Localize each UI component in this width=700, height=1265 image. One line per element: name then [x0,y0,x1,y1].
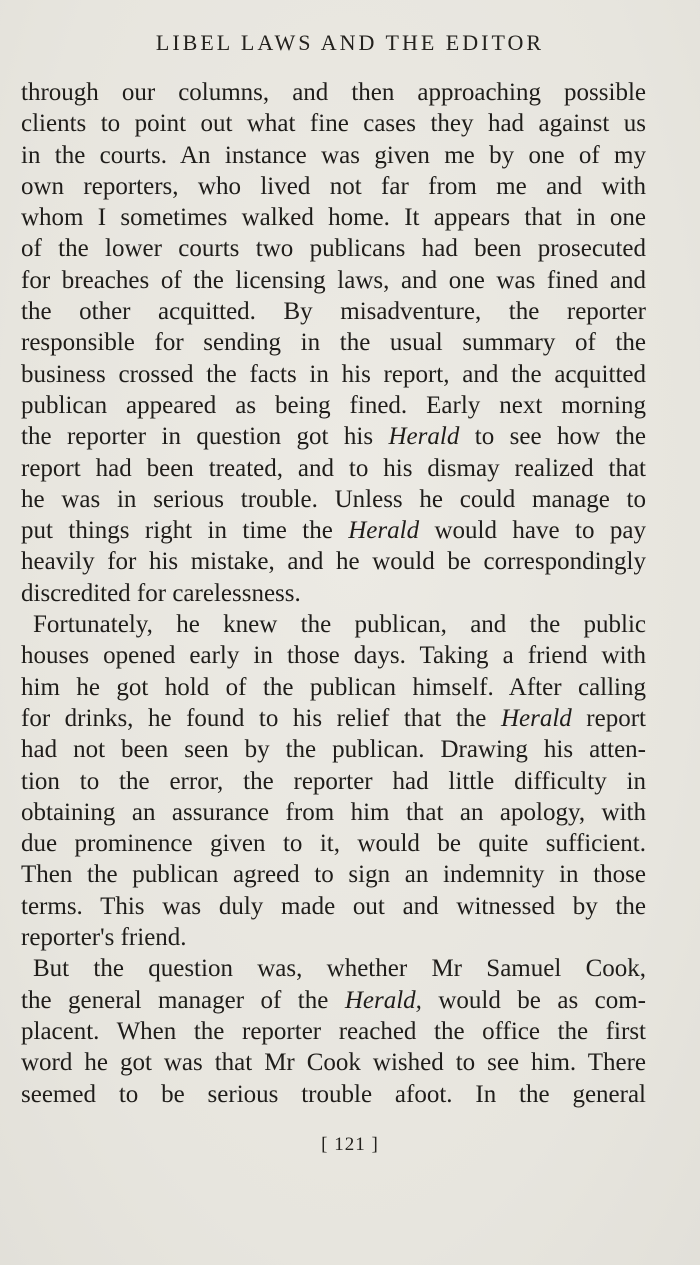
line-text: heavily for his mistake, and he would be correspondingly [21,548,646,576]
line-text: whom I sometimes walked home. It appears that in one [21,204,646,232]
text-line [21,171,646,202]
text-line [21,421,646,452]
italic-title: Herald [348,517,420,545]
line-text: publican appeared as being fined. Early next morning [21,391,646,419]
line-text: Then the publican agreed to sign an indemnity in those [21,861,646,889]
text-line [21,1016,646,1047]
line-text: discredited for carelessness. [21,579,301,607]
line-text: placent. When the reporter reached the office the first [21,1017,646,1045]
line-text: clients to point out what fine cases they had against us [21,110,646,138]
text-line [21,922,646,953]
line-text: through our columns, and then approaching possible [21,79,646,106]
line-text: would be as com- [421,986,646,1014]
text-line [21,640,646,671]
text-line [21,766,646,797]
line-text: business crossed the facts in his report, and the acquitted [21,360,646,388]
text-line [21,1047,646,1078]
line-text: the other acquitted. By misadventure, the reporter [21,298,646,326]
line-text: word he got was that Mr Cook wished to see him. There [21,1049,646,1077]
text-line [21,265,646,296]
text-line [21,546,646,577]
text-line [21,859,646,890]
text-line [21,672,646,703]
line-text: reporter's friend. [21,924,187,952]
line-text: obtaining an assurance from him that an apology, with [21,798,646,826]
line-text: the general manager of the [21,986,345,1014]
text-line [21,578,646,609]
text-line [21,797,646,828]
line-text: for breaches of the licensing laws, and one was fined and [21,266,646,294]
text-line [21,734,646,765]
text-line [21,703,646,734]
line-text: in the courts. An instance was given me by one of my [21,141,646,169]
text-line [21,453,646,484]
line-text: own reporters, who lived not far from me and with [21,172,646,200]
line-text: But the question was, whether Mr Samuel Cook, [33,955,646,983]
text-line [21,484,646,515]
text-line [21,985,646,1016]
italic-title: Herald, [344,986,422,1014]
italic-title: Herald [500,704,572,732]
text-line [21,202,646,233]
line-text: report had been treated, and to his dismay realized that [21,454,646,482]
text-line [21,77,646,108]
text-line [21,953,646,984]
line-text: due prominence given to it, would be quite sufficient. [21,830,646,858]
text-line [21,1079,646,1110]
text-line [21,515,646,546]
line-text: Fortunately, he knew the publican, and the public [33,611,646,639]
text-line [21,108,646,139]
line-text: him he got hold of the publican himself. After calling [21,673,646,701]
text-line [21,359,646,390]
text-line [21,327,646,358]
text-line [21,891,646,922]
text-line [21,140,646,171]
line-text: for drinks, he found to his relief that the [21,704,501,732]
line-text: tion to the error, the reporter had little difficulty in [21,767,646,795]
line-text: would have to pay [419,517,646,545]
line-text: had not been seen by the publican. Drawing his atten- [21,736,646,764]
line-text: put things right in time the [21,517,349,545]
text-line [21,296,646,327]
body-text [21,77,646,1110]
text-line [21,828,646,859]
text-line [21,609,646,640]
text-line [21,390,646,421]
italic-title: Herald [388,423,460,451]
line-text: report [571,704,646,732]
line-text: terms. This was duly made out and witnessed by the [21,892,646,920]
line-text: seemed to be serious trouble afoot. In the general [21,1080,646,1108]
line-text: to see how the [459,423,646,451]
running-head: LIBEL LAWS AND THE EDITOR [155,30,545,55]
line-text: responsible for sending in the usual summary of the [21,329,646,357]
text-line [21,233,646,264]
line-text: houses opened early in those days. Taking a friend with [21,642,646,670]
line-text: he was in serious trouble. Unless he could manage to [21,485,646,513]
line-text: of the lower courts two publicans had been prosecuted [21,235,646,263]
page-number: [ 121 ] [321,1134,379,1155]
line-text: the reporter in question got his [21,423,389,451]
